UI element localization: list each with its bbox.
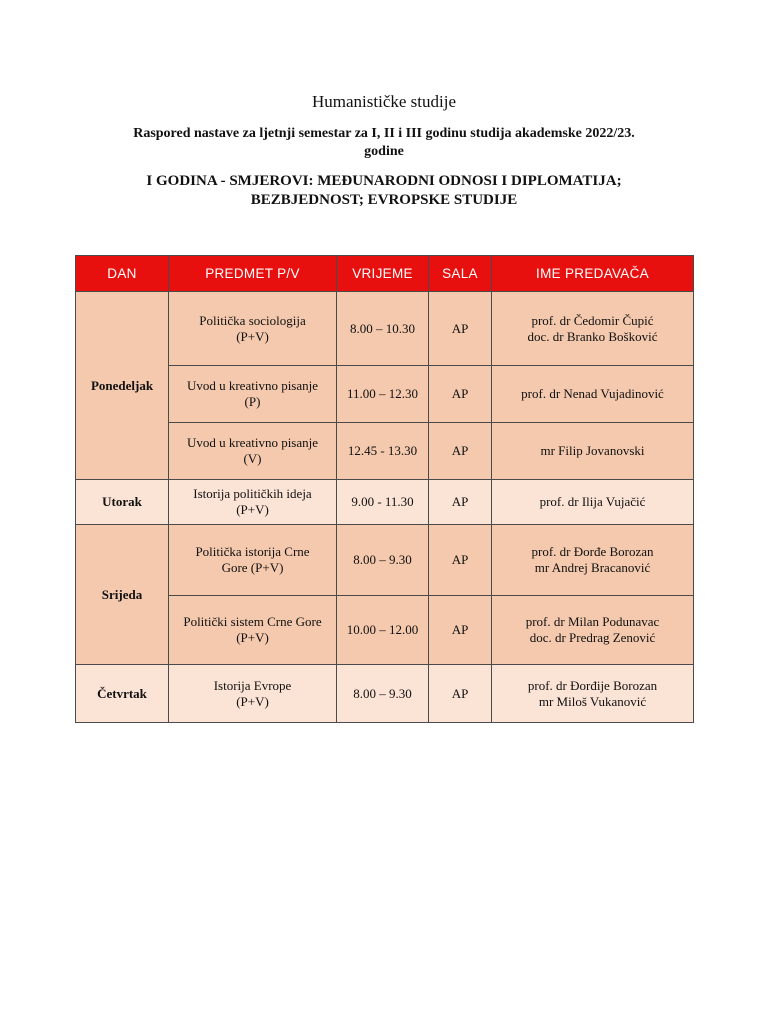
header-sala: SALA [429,256,492,292]
lecturer-line: doc. dr Branko Bošković [527,328,658,344]
document-subtitle [110,125,658,161]
table-row [76,480,694,525]
lecturer-line: doc. dr Predrag Zenović [529,630,656,645]
subject-type: (P+V) [236,328,269,344]
subject-type: (P+V) [236,630,269,645]
lecturer-line: prof. dr Đorđe Borozan [531,544,654,559]
day-ponedeljak: Ponedeljak [76,292,169,480]
time-cell: 9.00 - 11.30 [337,480,429,525]
subject-line: Istorija političkih ideja [193,486,312,501]
subject-type: (P+V) [236,693,269,709]
document-heading [120,172,648,210]
lecturer-line: mr Filip Jovanovski [540,443,645,458]
header-vrijeme: VRIJEME [337,256,429,292]
lecturer-line: prof. dr Ilija Vujačić [539,494,646,509]
subject-line: Politički sistem Crne Gore [183,614,322,629]
subtitle-line-2: godine [364,144,404,159]
subject-cell [169,525,337,596]
room-cell: AP [429,480,492,525]
time-cell: 8.00 – 10.30 [337,292,429,366]
lecturer-cell [492,596,694,665]
table-row [76,596,694,665]
subject-type: Gore (P+V) [221,560,284,575]
lecturer-cell [492,366,694,423]
table-row [76,366,694,423]
schedule-table [75,255,694,723]
day-utorak: Utorak [76,480,169,525]
lecturer-line: prof. dr Čedomir Čupić [531,312,654,328]
table-header-row [76,256,694,292]
header-ime-predavaca: IME PREDAVAČA [492,256,694,292]
subject-cell [169,480,337,525]
lecturer-cell [492,423,694,480]
room-cell: AP [429,596,492,665]
lecturer-cell [492,292,694,366]
time-cell: 10.00 – 12.00 [337,596,429,665]
subject-type: (P) [244,394,261,409]
heading-line-1: I GODINA - SMJEROVI: MEĐUNARODNI ODNOSI I DIPLOMATIJA; [146,173,622,189]
subject-cell [169,596,337,665]
heading-line-2: BEZBJEDNOST; EVROPSKE STUDIJE [250,192,518,208]
lecturer-line: mr Andrej Bracanović [534,560,651,575]
day-cetvrtak: Četvrtak [76,665,169,723]
time-cell: 8.00 – 9.30 [337,525,429,596]
lecturer-line: mr Miloš Vukanović [538,693,647,709]
table-row [76,525,694,596]
room-cell: AP [429,366,492,423]
lecturer-cell [492,665,694,723]
room-cell: AP [429,292,492,366]
header-predmet: PREDMET P/V [169,256,337,292]
subject-line: Uvod u kreativno pisanje [186,378,319,393]
lecturer-cell [492,480,694,525]
subject-cell [169,366,337,423]
lecturer-line: prof. dr Nenad Vujadinović [521,386,664,401]
subject-line: Politička istorija Crne [195,544,310,559]
document-title: Humanističke studije [311,92,456,111]
subject-line: Uvod u kreativno pisanje [186,435,319,450]
table-row [76,665,694,723]
table-row [76,423,694,480]
lecturer-cell [492,525,694,596]
subject-type: (P+V) [236,502,269,517]
subtitle-line-1: Raspored nastave za ljetnji semestar za I, II i III godinu studija akademske 2022/23. [133,126,635,141]
subject-line: Istorija Evrope [213,677,292,693]
subject-line: Politička sociologija [199,312,306,328]
subject-cell [169,292,337,366]
room-cell: AP [429,665,492,723]
subject-type: (V) [243,451,262,466]
day-srijeda: Srijeda [76,525,169,665]
time-cell: 11.00 – 12.30 [337,366,429,423]
lecturer-line: prof. dr Milan Podunavac [525,614,660,629]
time-cell: 12.45 - 13.30 [337,423,429,480]
lecturer-line: prof. dr Đorđije Borozan [527,677,658,693]
header-dan: DAN [76,256,169,292]
room-cell: AP [429,423,492,480]
table-row [76,292,694,366]
time-cell: 8.00 – 9.30 [337,665,429,723]
subject-cell [169,665,337,723]
subject-cell [169,423,337,480]
room-cell: AP [429,525,492,596]
